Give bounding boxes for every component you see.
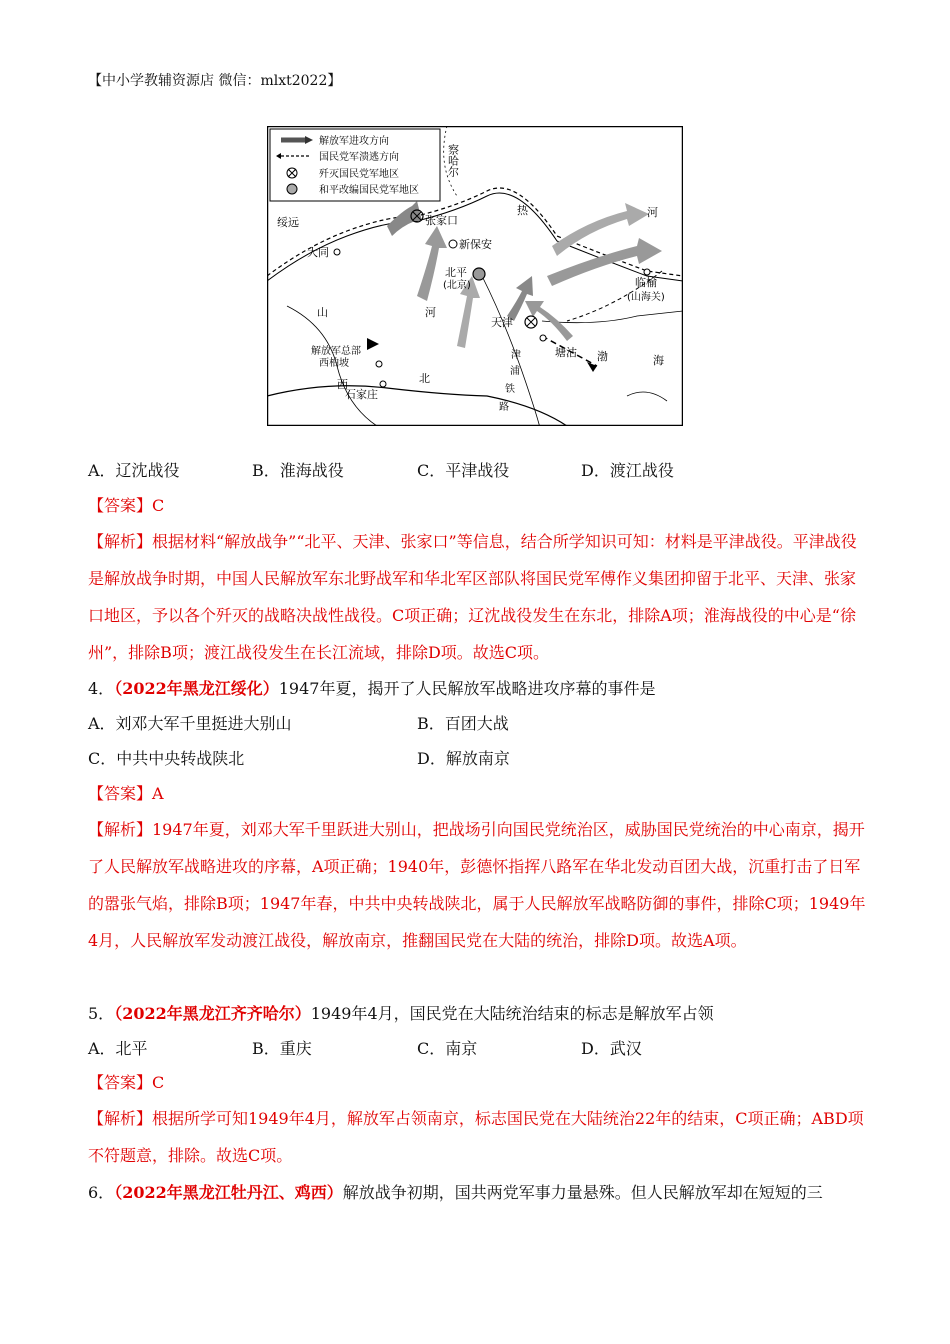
q4-number: 4． xyxy=(88,679,115,698)
q5-text: 1949年4月，国民党在大陆统治结束的标志是解放军占领 xyxy=(310,1004,714,1023)
svg-text:临榆: 临榆 xyxy=(635,276,657,289)
q5-option-d[interactable]: D．武汉 xyxy=(581,1039,642,1058)
svg-text:热: 热 xyxy=(517,204,528,217)
legend-annihilate: 歼灭国民党军地区 xyxy=(319,169,399,180)
q3-option-a[interactable]: A．辽沈战役 xyxy=(88,461,180,480)
svg-text:铁: 铁 xyxy=(505,384,515,395)
q6-number: 6． xyxy=(88,1183,115,1202)
q4-analysis: 【解析】1947年夏，刘邓大军千里跃进大别山，把战场引向国民党统治区，威胁国民党统治的中心南京，揭开了人民解放军战略进攻的序幕，A项正确；1940年，彭德怀指挥八路军在华北发动百团大战，沉重打击了日军的嚣张气焰，排除B项；1947年春，中共中央转战陕北，属于人民解放军战略防御的事件，排除C项；1949年4月，人民解放军发动渡江战役，解放南京，推翻国民党在大陆的统治，排除D项。故选A项。 xyxy=(88,820,866,950)
q3-option-c[interactable]: C．平津战役 xyxy=(417,461,510,480)
svg-text:大同: 大同 xyxy=(307,246,329,259)
svg-text:(北京): (北京) xyxy=(443,280,471,291)
q4-stem xyxy=(88,678,655,700)
q3-option-d[interactable]: D．渡江战役 xyxy=(581,461,674,480)
legend-peaceful: 和平改编国民党军地区 xyxy=(319,185,419,196)
svg-text:海: 海 xyxy=(653,354,664,367)
svg-text:山: 山 xyxy=(317,306,328,319)
svg-text:(山海关): (山海关) xyxy=(627,292,665,303)
q4-option-b[interactable]: B．百团大战 xyxy=(417,714,509,733)
svg-text:路: 路 xyxy=(499,402,509,413)
svg-text:西柏坡: 西柏坡 xyxy=(319,358,349,369)
pingjin-campaign-map xyxy=(267,126,683,426)
legend-retreat: 国民党军溃逃方向 xyxy=(319,152,399,163)
q5-number: 5． xyxy=(88,1004,115,1023)
svg-text:天津: 天津 xyxy=(491,316,513,329)
svg-text:石家庄: 石家庄 xyxy=(345,388,378,401)
q5-analysis: 【解析】根据所学可知1949年4月，解放军占领南京，标志国民党在大陆统治22年的结束，C项正确；ABD项不符题意，排除。故选C项。 xyxy=(88,1109,864,1165)
svg-text:新保安: 新保安 xyxy=(459,238,492,251)
q3-answer: 【答案】C xyxy=(88,496,165,515)
q3-analysis: 【解析】根据材料“解放战争”“北平、天津、张家口”等信息，结合所学知识可知：材料是平津战役。平津战役是解放战争时期，中国人民解放军东北野战军和华北军区部队将国民党军傅作义集团抑留于北平、天津、张家口地区，予以各个歼灭的战略决战性战役。C项正确；辽沈战役发生在东北，排除A项；淮海战役的中心是“徐州”，排除B项；渡江战役发生在长江流域，排除D项。故选C项。 xyxy=(88,532,857,662)
svg-text:河: 河 xyxy=(647,206,658,219)
q3-option-b[interactable]: B．淮海战役 xyxy=(252,461,344,480)
svg-text:绥远: 绥远 xyxy=(277,216,299,229)
q4-answer: 【答案】A xyxy=(88,784,164,803)
q5-option-b[interactable]: B．重庆 xyxy=(252,1039,312,1058)
svg-text:浦: 浦 xyxy=(510,366,520,377)
svg-text:解放军总部: 解放军总部 xyxy=(311,346,361,357)
q5-option-a[interactable]: A．北平 xyxy=(88,1039,148,1058)
svg-text:塘沽: 塘沽 xyxy=(555,346,577,359)
q4-option-a[interactable]: A．刘邓大军千里挺进大别山 xyxy=(88,714,292,733)
q5-option-c[interactable]: C．南京 xyxy=(417,1039,478,1058)
legend-advance: 解放军进攻方向 xyxy=(319,136,389,147)
q5-source: （2022年黑龙江齐齐哈尔） xyxy=(114,1004,311,1023)
q4-text: 1947年夏，揭开了人民解放军战略进攻序幕的事件是 xyxy=(278,679,656,698)
q5-stem xyxy=(88,1003,714,1025)
svg-text:渤: 渤 xyxy=(597,350,608,363)
svg-text:北平: 北平 xyxy=(445,266,467,279)
q5-answer: 【答案】C xyxy=(88,1073,165,1092)
svg-text:张家口: 张家口 xyxy=(425,214,458,227)
svg-text:西: 西 xyxy=(337,378,348,391)
svg-text:北: 北 xyxy=(419,372,430,385)
svg-text:津: 津 xyxy=(511,350,521,361)
q6-text: 解放战争初期，国共两党军事力量悬殊。但人民解放军却在短短的三 xyxy=(342,1183,823,1202)
svg-text:河: 河 xyxy=(425,306,436,319)
q4-option-d[interactable]: D．解放南京 xyxy=(417,749,510,768)
q4-source: （2022年黑龙江绥化） xyxy=(114,679,279,698)
q6-source: （2022年黑龙江牡丹江、鸡西） xyxy=(114,1183,343,1202)
header-watermark: 【中小学教辅资源店 微信：mlxt2022】 xyxy=(88,73,342,89)
svg-text:察哈尔: 察哈尔 xyxy=(446,144,460,177)
q4-option-c[interactable]: C．中共中央转战陕北 xyxy=(88,749,245,768)
q6-stem xyxy=(88,1182,823,1204)
